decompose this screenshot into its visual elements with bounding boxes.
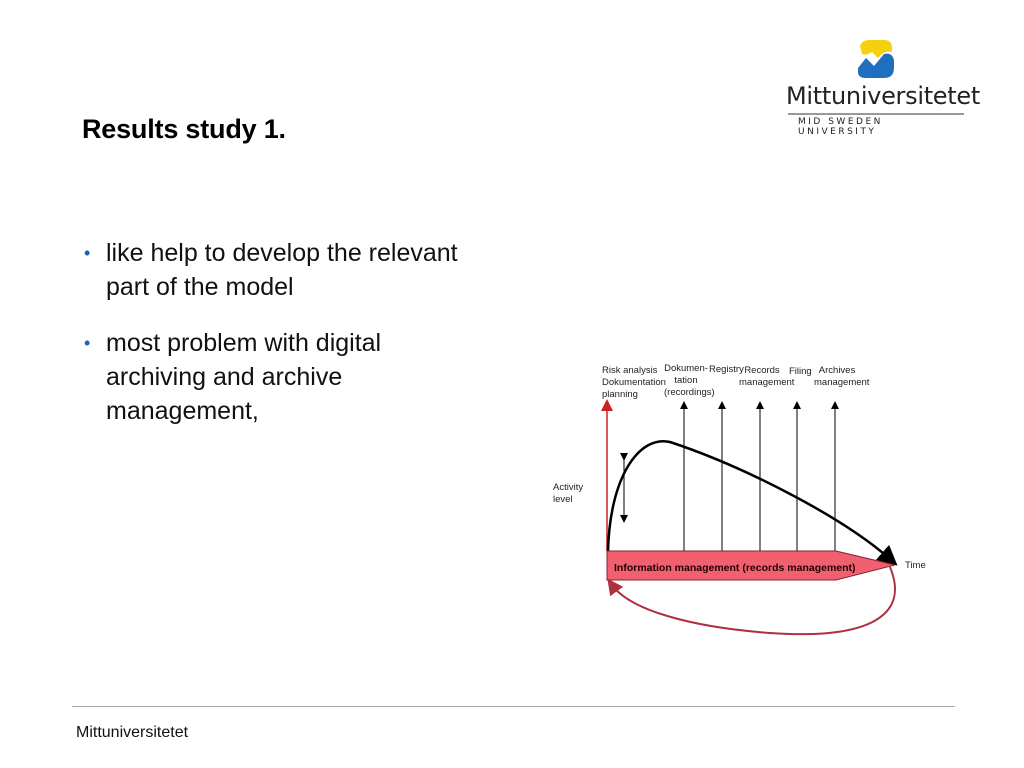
bar-label: Information management (records management)	[614, 562, 856, 574]
stage-label: Archives management	[814, 365, 870, 388]
stage-label: Risk analysis Dokumentation planning	[602, 365, 666, 400]
stage-label: Records management	[739, 365, 795, 388]
information-management-diagram	[540, 355, 940, 655]
slide-title: Results study 1.	[82, 114, 286, 144]
footer-text: Mittuniversitetet	[76, 724, 189, 741]
logo-divider	[788, 113, 964, 115]
logo-subtitle: MID SWEDEN UNIVERSITY	[798, 117, 883, 137]
bullet-item: • like help to develop the relevant part of the model	[82, 236, 482, 304]
activity-level-label: Activity level	[553, 482, 584, 505]
logo-mark-icon	[854, 38, 898, 82]
stage-label: Filing	[789, 366, 812, 377]
bullet-icon: •	[84, 243, 91, 263]
university-logo	[786, 38, 980, 137]
logo-wordmark: Mittuniversitetet	[786, 82, 980, 110]
stage-label: Registry	[709, 364, 744, 375]
bullet-item: • most problem with digital archiving and archive management,	[82, 326, 482, 428]
stage-label: Dokumen- tation (recordings)	[664, 363, 715, 398]
bullet-icon: •	[84, 333, 91, 353]
diagram-graphic	[540, 355, 940, 655]
footer-divider	[72, 706, 955, 707]
time-label: Time	[905, 560, 926, 571]
bullet-list	[82, 236, 482, 450]
